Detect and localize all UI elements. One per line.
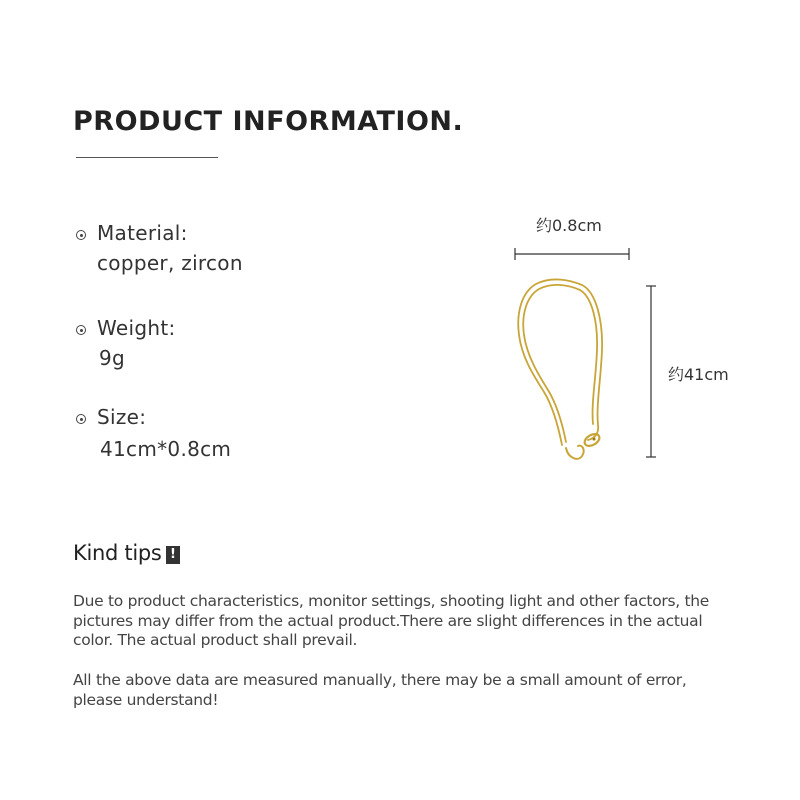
dimension-lines [515,248,656,457]
bullet-icon [76,325,86,335]
weight-value: 9g [99,346,126,370]
product-figure [500,200,760,480]
tips-paragraph: All the above data are measured manually, there may be a small amount of error, please understand! [73,671,687,709]
necklace-icon [518,279,602,458]
tips-title: Kind tips [73,541,162,565]
weight-label: Weight: [97,316,176,340]
title-underline [76,157,218,158]
size-value: 41cm*0.8cm [100,437,232,461]
material-value: copper, zircon [97,251,243,275]
necklace-illustration [500,200,760,480]
tips-paragraph: Due to product characteristics, monitor settings, shooting light and other factors, the pictures may differ from the actual product.There are slight differences in the actual color. The actual product shall prevail. [73,592,710,649]
size-label: Size: [97,405,147,429]
bullet-icon [76,414,86,424]
material-label: Material: [97,221,188,245]
bullet-icon [76,230,86,240]
height-dimension-label: 约41cm [668,365,729,384]
page-title: PRODUCT INFORMATION. [73,106,464,137]
exclamation-icon: ! [166,546,180,564]
width-dimension-label: 约0.8cm [536,216,602,235]
